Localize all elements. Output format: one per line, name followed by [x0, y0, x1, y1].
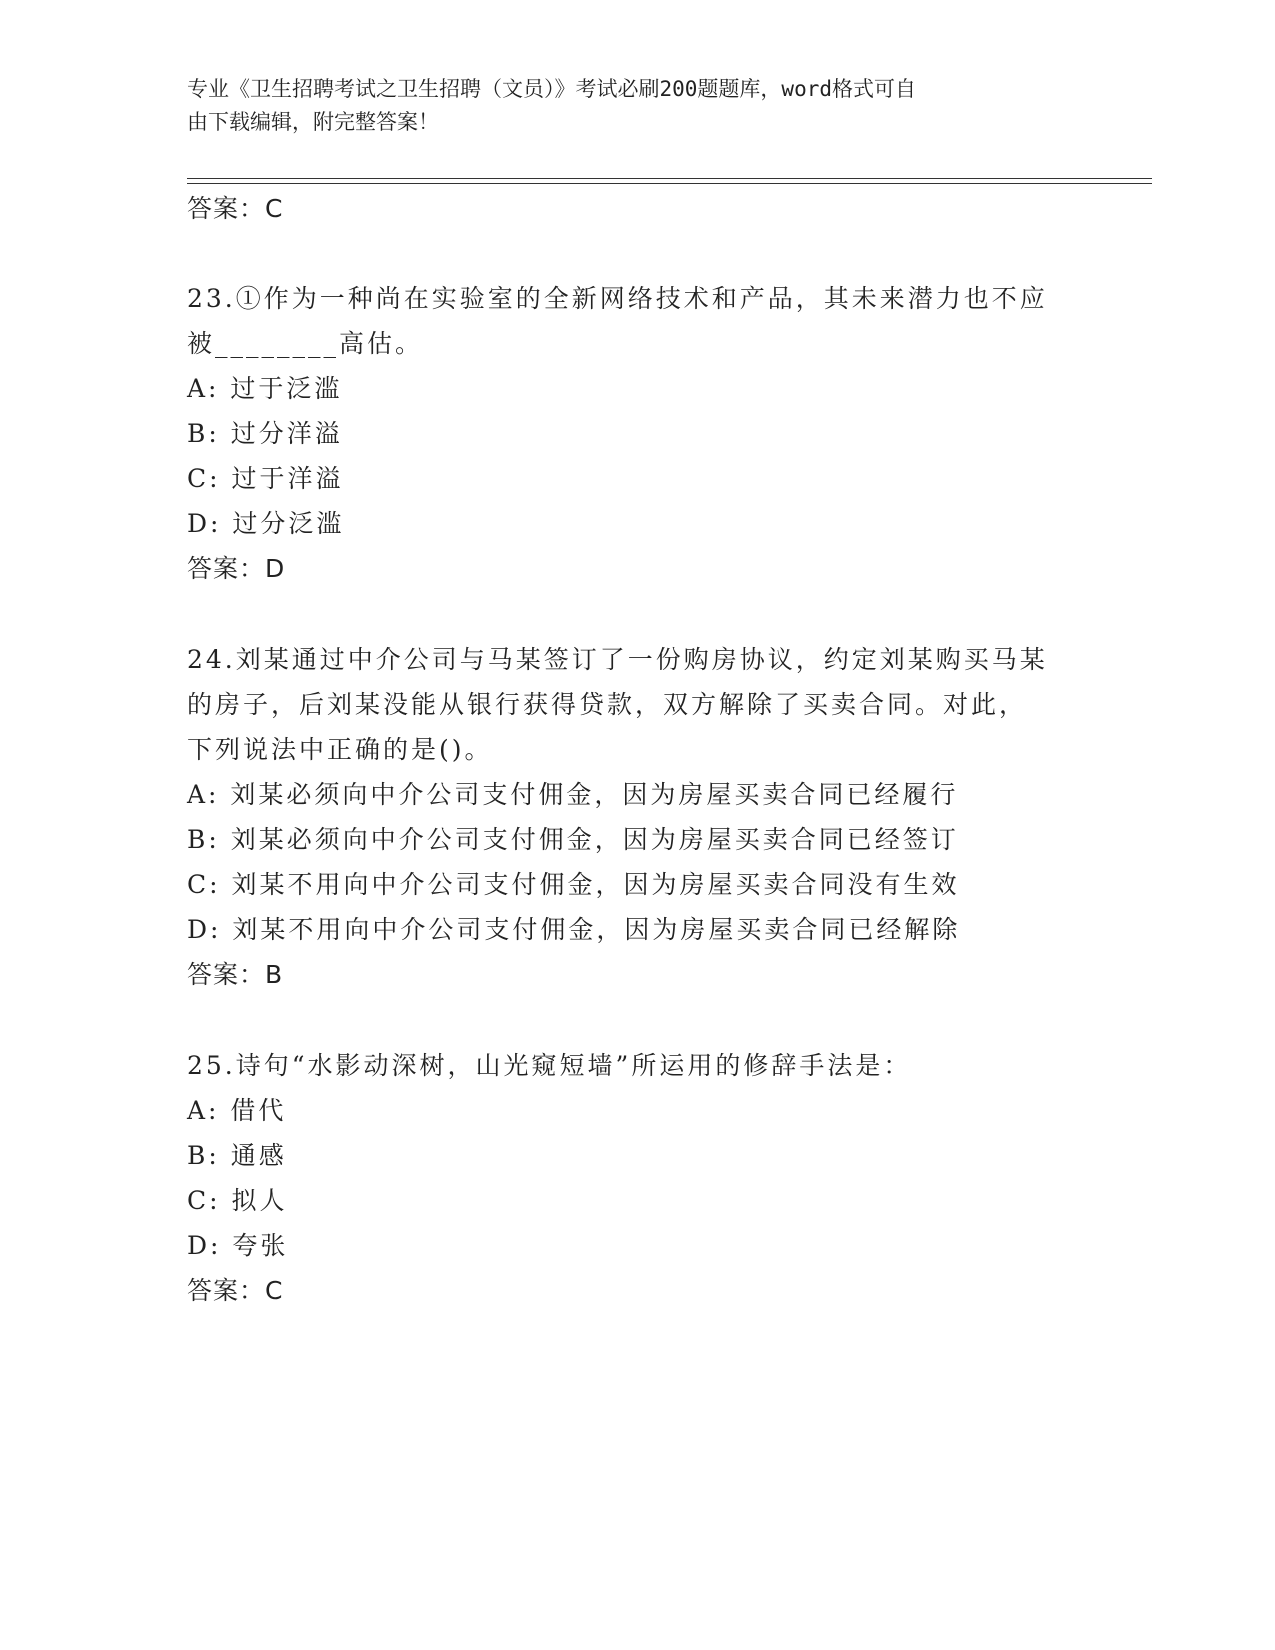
option-d: D: 夸张 [187, 1231, 289, 1260]
header-divider-top [187, 178, 1152, 179]
header-divider-bottom [187, 183, 1152, 184]
option-a: A: 过于泛滥 [187, 374, 343, 403]
question-stem-line: 25.诗句“水影动深树，山光窥短墙”所运用的修辞手法是： [187, 1051, 912, 1080]
option-d: D: 刘某不用向中介公司支付佣金，因为房屋买卖合同已经解除 [187, 915, 961, 944]
option-c: C: 刘某不用向中介公司支付佣金，因为房屋买卖合同没有生效 [187, 870, 960, 899]
option-a: A: 刘某必须向中介公司支付佣金，因为房屋买卖合同已经履行 [187, 780, 959, 809]
document-header [187, 73, 1067, 139]
option-b: B: 过分洋溢 [187, 419, 343, 448]
option-b: B: 通感 [187, 1141, 287, 1170]
answer: 答案：D [187, 554, 286, 583]
question-stem-line: 23.①作为一种尚在实验室的全新网络技术和产品，其未来潜力也不应 [187, 284, 1048, 313]
question-stem-line: 被________高估。 [187, 329, 424, 358]
option-d: D: 过分泛滥 [187, 509, 345, 538]
answer: 答案：B [187, 960, 284, 989]
previous-answer: 答案：C [187, 194, 284, 223]
option-c: C: 过于洋溢 [187, 464, 344, 493]
header-line-1: 专业《卫生招聘考试之卫生招聘（文员）》考试必刷200题题库，word格式可自 [187, 77, 916, 101]
header-line-2: 由下载编辑，附完整答案！ [187, 110, 439, 134]
option-c: C: 拟人 [187, 1186, 288, 1215]
question-stem-line: 24.刘某通过中介公司与马某签订了一份购房协议，约定刘某购买马某 [187, 645, 1048, 674]
option-b: B: 刘某必须向中介公司支付佣金，因为房屋买卖合同已经签订 [187, 825, 959, 854]
option-a: A: 借代 [187, 1096, 287, 1125]
question-stem-line: 的房子，后刘某没能从银行获得贷款，双方解除了买卖合同。对此， [187, 690, 1028, 719]
answer: 答案：C [187, 1276, 284, 1305]
question-stem-line: 下列说法中正确的是()。 [187, 735, 493, 764]
